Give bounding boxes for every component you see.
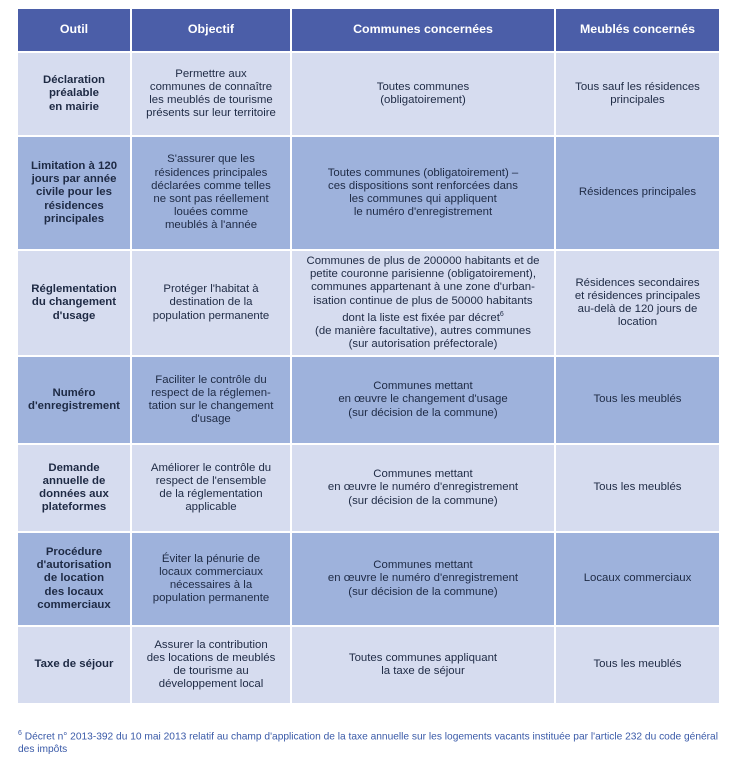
cell-text: Demande annuelle de données aux plateformes xyxy=(39,461,109,514)
cell-text: Tous les meublés xyxy=(593,658,682,671)
cell-text: S'assurer que les résidences principales déclarées comme telles ne sont pas réellement louées comme meublés à l'année xyxy=(151,153,271,232)
row-4-objectif xyxy=(132,357,290,443)
row-5-meubles xyxy=(556,445,719,531)
row-4-outil xyxy=(18,357,130,443)
cell-text xyxy=(306,255,539,351)
row-6-outil xyxy=(18,533,130,625)
footnote-ref: 6 xyxy=(499,310,504,318)
row-1-objectif xyxy=(132,53,290,135)
cell-text: Résidences secondaires et résidences principales au-delà de 120 jours de location xyxy=(574,276,701,329)
cell-text: Déclaration préalable en mairie xyxy=(42,74,106,113)
cell-text: Permettre aux communes de connaître les meublés de tourisme présents sur leur territoire xyxy=(146,67,276,120)
header-objectif: Objectif xyxy=(132,9,290,51)
row-2-communes xyxy=(292,137,554,249)
row-7-outil xyxy=(18,627,130,703)
row-7-meubles xyxy=(556,627,719,703)
header-outil: Outil xyxy=(18,9,130,51)
cell-text: Communes mettant en œuvre le changement d'usage (sur décision de la commune) xyxy=(338,380,508,419)
cell-text: Assurer la contribution des locations de meublés de tourisme au développement local xyxy=(146,638,276,691)
cell-text: Éviter la pénurie de locaux commerciaux nécessaires à la population permanente xyxy=(152,552,270,605)
row-7-communes xyxy=(292,627,554,703)
row-6-objectif xyxy=(132,533,290,625)
row-3-communes xyxy=(292,251,554,355)
cell-text: Tous les meublés xyxy=(593,481,682,494)
cell-text: Tous sauf les résidences principales xyxy=(575,80,700,106)
cell-text: Améliorer le contrôle du respect de l'ensemble de la réglementation applicable xyxy=(150,461,272,514)
row-4-meubles xyxy=(556,357,719,443)
cell-text: Tous les meublés xyxy=(593,393,682,406)
row-6-meubles xyxy=(556,533,719,625)
row-5-outil xyxy=(18,445,130,531)
row-2-outil xyxy=(18,137,130,249)
row-6-communes xyxy=(292,533,554,625)
cell-text: Taxe de séjour xyxy=(34,658,114,671)
header-communes: Communes concernées xyxy=(292,9,554,51)
row-1-outil xyxy=(18,53,130,135)
row-5-objectif xyxy=(132,445,290,531)
cell-text: Procédure d'autorisation de location des locaux commerciaux xyxy=(36,545,112,611)
row-4-communes xyxy=(292,357,554,443)
row-3-objectif xyxy=(132,251,290,355)
cell-text: Protéger l'habitat à destination de la population permanente xyxy=(152,283,270,322)
cell-text: Locaux commerciaux xyxy=(583,572,692,585)
cell-text: Faciliter le contrôle du respect de la réglemen- tation sur le changement d'usage xyxy=(148,373,274,426)
cell-text-tail: (de manière facultative), autres communes (sur autorisation préfectorale) xyxy=(315,324,531,350)
row-2-meubles xyxy=(556,137,719,249)
cell-text: Numéro d'enregistrement xyxy=(28,386,120,412)
row-3-outil xyxy=(18,251,130,355)
footnote-mark: 6 xyxy=(18,730,22,737)
row-1-communes xyxy=(292,53,554,135)
row-1-meubles xyxy=(556,53,719,135)
cell-text: Communes mettant en œuvre le numéro d'enregistrement (sur décision de la commune) xyxy=(327,468,519,507)
cell-text: Toutes communes appliquant la taxe de séjour xyxy=(348,651,498,677)
cell-text: Limitation à 120 jours par année civile pour les résidences principales xyxy=(30,159,118,225)
header-meubles: Meublés concernés xyxy=(556,9,719,51)
footnote-text: Décret n° 2013-392 du 10 mai 2013 relatif au champ d'application de la taxe annuelle sur les logements vacants instituée par l'article 232 du code général des impôts xyxy=(18,731,718,755)
row-5-communes xyxy=(292,445,554,531)
footnote xyxy=(18,728,719,757)
cell-text: Toutes communes (obligatoirement) – ces dispositions sont renforcées dans les communes qui appliquent le numéro d'enregistrement xyxy=(327,166,519,219)
row-7-objectif xyxy=(132,627,290,703)
regulation-table xyxy=(18,9,719,713)
row-3-meubles xyxy=(556,251,719,355)
cell-text-head: Communes de plus de 200000 habitants et de petite couronne parisienne (obligatoirement), communes appartenant à une zone d'urban- isation continue de plus de 50000 habitants dont la liste est fixée par décret xyxy=(306,254,540,324)
cell-text: Résidences principales xyxy=(578,186,697,199)
cell-text: Communes mettant en œuvre le numéro d'enregistrement (sur décision de la commune) xyxy=(327,559,519,598)
cell-text: Toutes communes (obligatoirement) xyxy=(376,80,470,106)
cell-text: Réglementation du changement d'usage xyxy=(31,283,117,322)
row-2-objectif xyxy=(132,137,290,249)
